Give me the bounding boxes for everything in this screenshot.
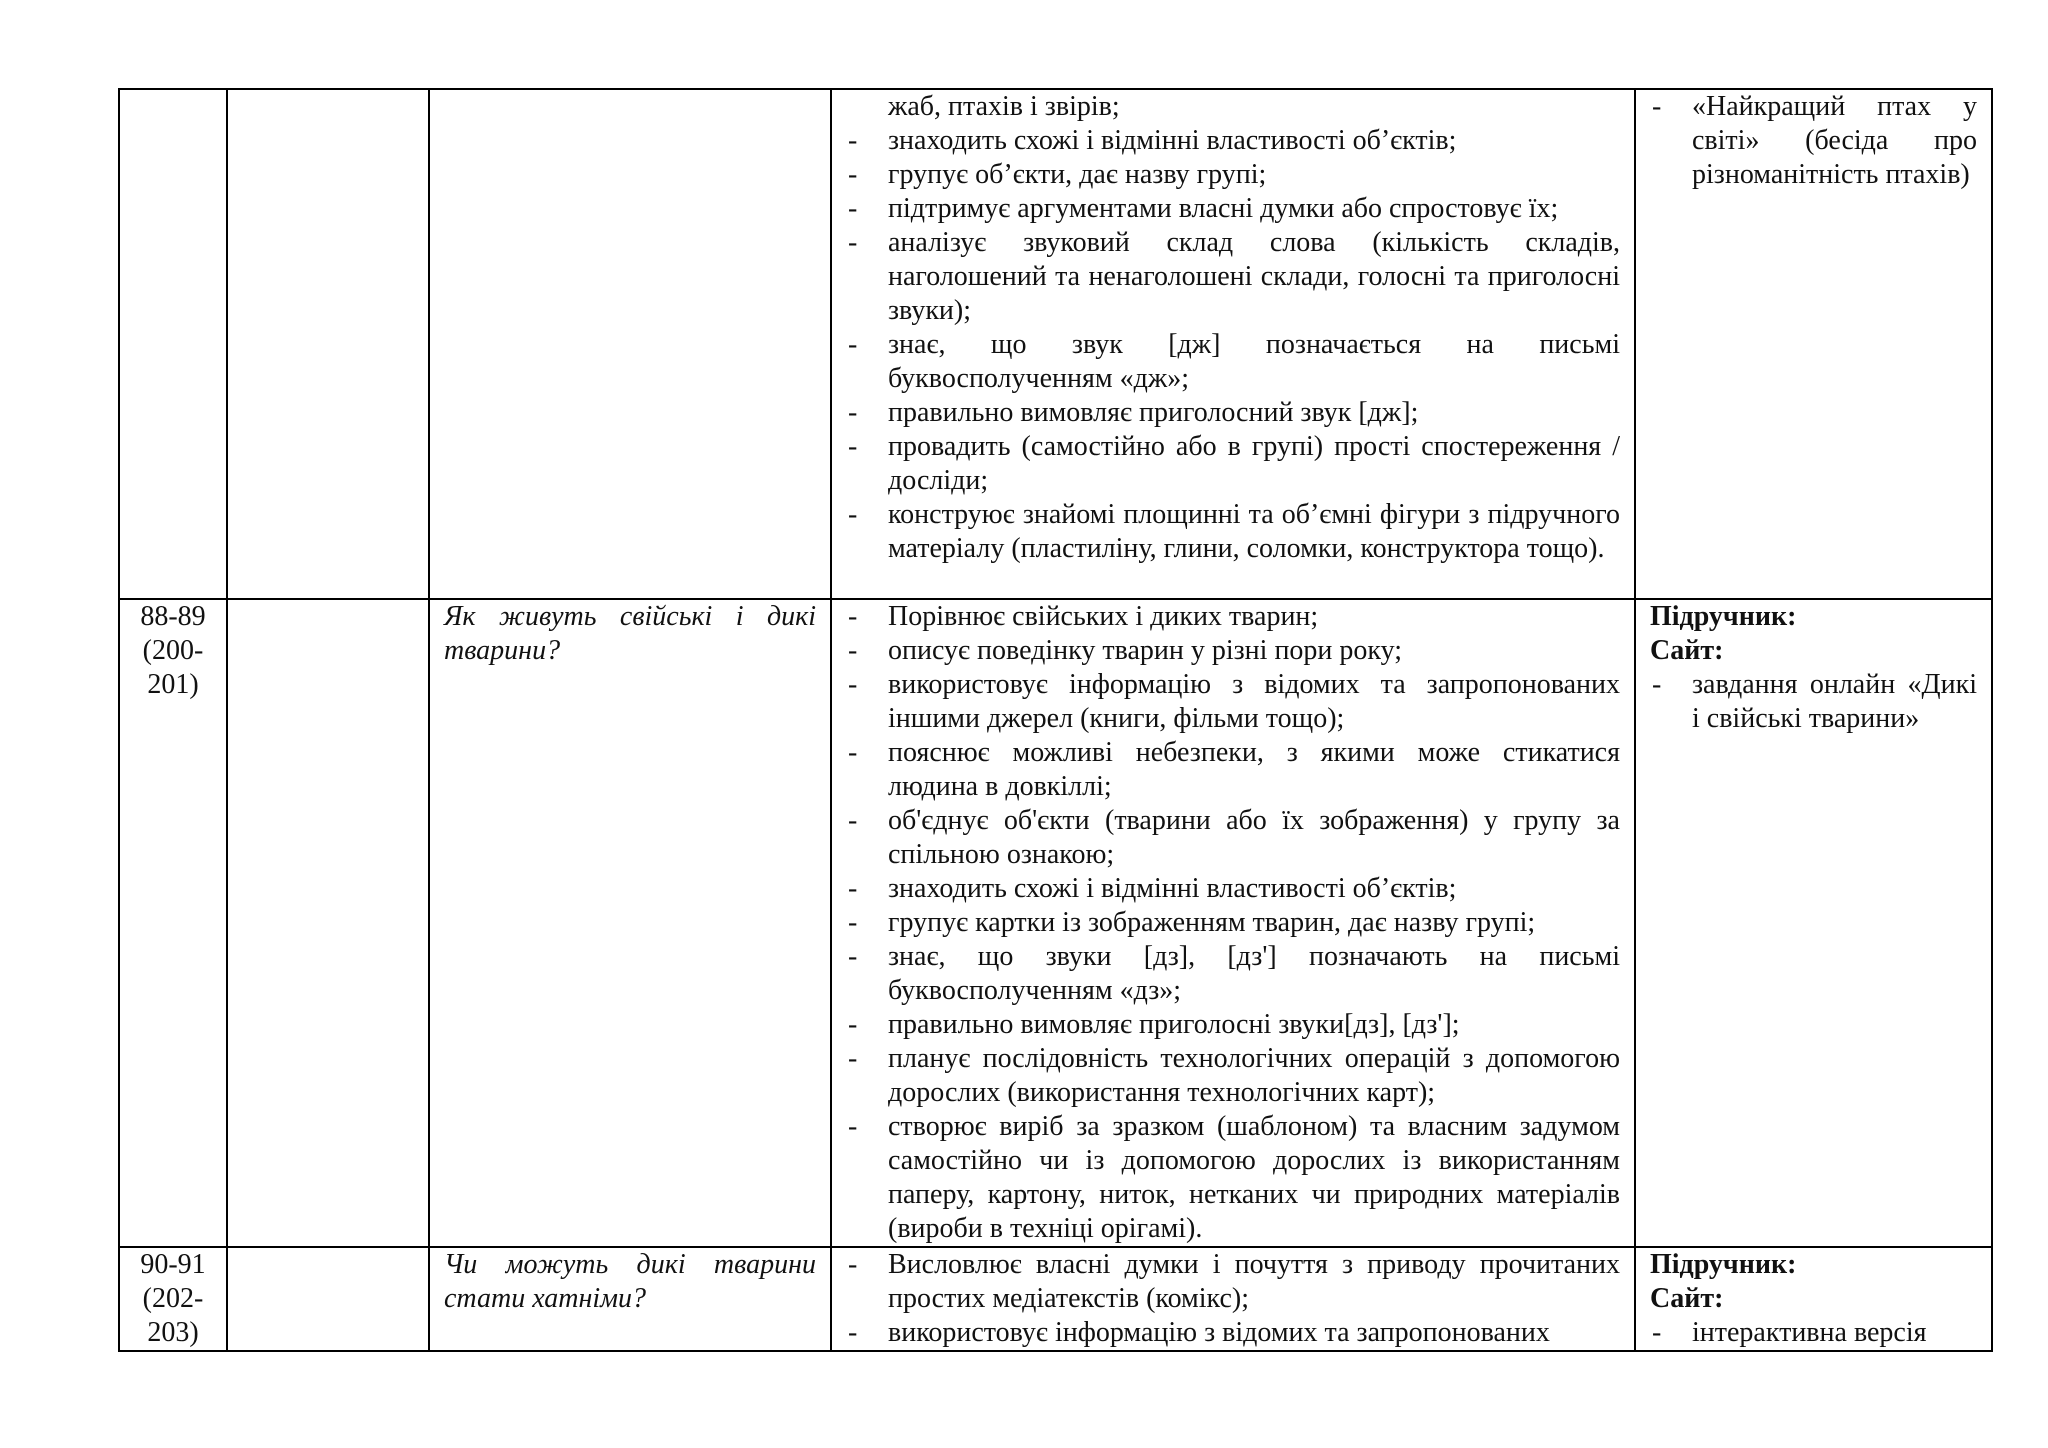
list-item: - знаходить схожі і відмінні властивості об’єктів; [846, 872, 1620, 906]
list-item: - правильно вимовляє приголосний звук [дж]; [846, 396, 1620, 430]
outcomes-cell [831, 599, 1635, 1247]
table-row [119, 599, 1992, 1247]
lesson-number-line: 90-91 [140, 1249, 206, 1280]
resources-list [1650, 1316, 1977, 1350]
list-item: - інтерактивна версія [1650, 1316, 1977, 1350]
site-label: Сайт: [1650, 1283, 1724, 1314]
outcomes-cell [831, 89, 1635, 599]
list-item: - описує поведінку тварин у різні пори року; [846, 634, 1620, 668]
hours-cell [227, 599, 429, 1247]
list-item: - використовує інформацію з відомих та запропонованих іншими джерел (книги, фільми тощо); [846, 668, 1620, 736]
list-item: - Висловлює власні думки і почуття з приводу прочитаних простих медіатекстів (комікс); [846, 1248, 1620, 1316]
list-item: - правильно вимовляє приголосні звуки[дз], [дз']; [846, 1008, 1620, 1042]
outcomes-cell [831, 1247, 1635, 1351]
resources-cell [1635, 599, 1992, 1247]
lesson-number-line: (202- [142, 1283, 204, 1314]
lesson-number-cell [119, 599, 227, 1247]
textbook-label: Підручник: [1650, 601, 1797, 632]
topic-cell [429, 599, 831, 1247]
resources-list [1650, 90, 1977, 192]
list-item: - використовує інформацію з відомих та запропонованих [846, 1316, 1620, 1348]
outcomes-list [846, 1248, 1620, 1348]
resources-cell [1635, 89, 1992, 599]
list-item: - групує об’єкти, дає назву групі; [846, 158, 1620, 192]
resources-list [1650, 668, 1977, 736]
list-item: - групує картки із зображенням тварин, дає назву групі; [846, 906, 1620, 940]
topic-cell [429, 89, 831, 599]
list-item: жаб, птахів і звірів; [888, 91, 1120, 122]
site-label: Сайт: [1650, 635, 1724, 666]
lesson-topic: Чи можуть дикі тварини стати хатніми? [444, 1249, 816, 1314]
hours-cell [227, 1247, 429, 1351]
hours-cell [227, 89, 429, 599]
list-item: - знаходить схожі і відмінні властивості об’єктів; [846, 124, 1620, 158]
list-item: - створює виріб за зразком (шаблоном) та власним задумом самостійно чи із допомогою дорослих із використанням паперу, картону, ниток, нетканих чи природних матеріалів (вироби в техніці орігамі). [846, 1110, 1620, 1246]
list-item: - конструює знайомі площинні та об’ємні фігури з підручного матеріалу (пластиліну, глини, соломки, конструктора тощо). [846, 498, 1620, 566]
lesson-plan-table [118, 88, 1993, 1352]
list-item: - знає, що звуки [дз], [дз'] позначають на письмі буквосполученням «дз»; [846, 940, 1620, 1008]
list-item: - провадить (самостійно або в групі) прості спостереження / досліди; [846, 430, 1620, 498]
lesson-number-line: 203) [147, 1317, 199, 1348]
list-item: - планує послідовність технологічних операцій з допомогою дорослих (використання технологічних карт); [846, 1042, 1620, 1110]
list-item: - підтримує аргументами власні думки або спростовує їх; [846, 192, 1620, 226]
lesson-number-line: 88-89 [140, 601, 206, 632]
list-item: - об'єднує об'єкти (тварини або їх зображення) у групу за спільною ознакою; [846, 804, 1620, 872]
list-item: - Порівнює свійських і диких тварин; [846, 600, 1620, 634]
list-item: - знає, що звук [дж] позначається на письмі буквосполученням «дж»; [846, 328, 1620, 396]
outcomes-list [846, 600, 1620, 1246]
table-row [119, 89, 1992, 599]
topic-cell [429, 1247, 831, 1351]
list-item: - завдання онлайн «Дикі і свійські тварини» [1650, 668, 1977, 736]
textbook-label: Підручник: [1650, 1249, 1797, 1280]
outcomes-list [846, 90, 1620, 566]
lesson-topic: Як живуть свійські і дикі тварини? [444, 601, 816, 666]
outcomes-clip [846, 1248, 1620, 1348]
lesson-number-cell [119, 1247, 227, 1351]
list-item: - аналізує звуковий склад слова (кількість складів, наголошений та ненаголошені склади, голосні та приголосні звуки); [846, 226, 1620, 328]
lesson-number-line: (200- [142, 635, 204, 666]
lesson-number-cell [119, 89, 227, 599]
list-item: - «Найкращий птах у світі» (бесіда про різноманітність птахів) [1650, 90, 1977, 192]
resources-cell [1635, 1247, 1992, 1351]
list-item: - пояснює можливі небезпеки, з якими може стикатися людина в довкіллі; [846, 736, 1620, 804]
table-row [119, 1247, 1992, 1351]
lesson-number-line: 201) [147, 669, 199, 700]
